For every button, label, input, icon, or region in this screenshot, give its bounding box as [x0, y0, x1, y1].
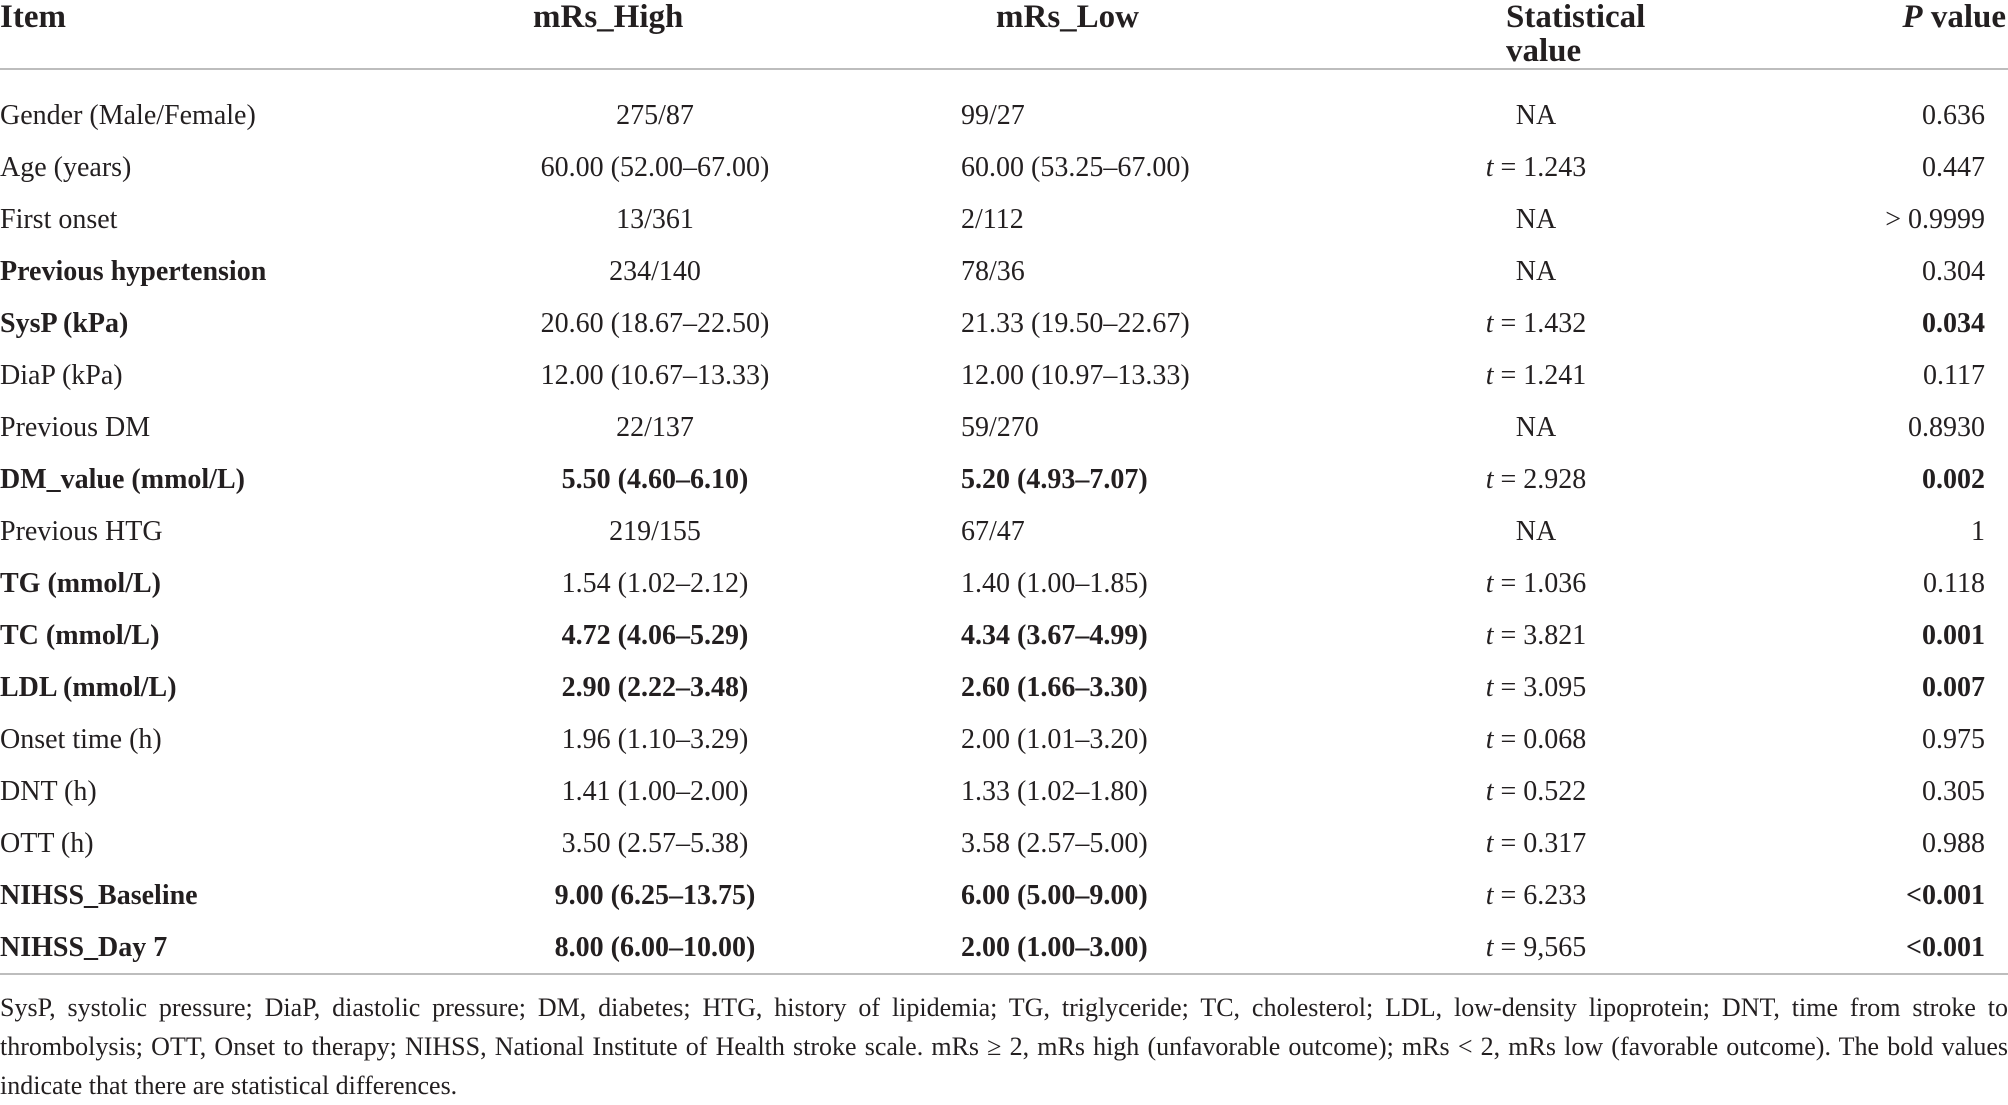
statistic-value: NA [1515, 256, 1557, 287]
cell-mrs-high: 1.96 (1.10–3.29) [561, 724, 749, 755]
table-row [0, 922, 2008, 974]
cell-item: Age (years) [0, 152, 132, 183]
cell-item: NIHSS_Day 7 [0, 932, 168, 963]
statistic-value: NA [1515, 204, 1557, 235]
cell-statistical-value [1386, 558, 1686, 610]
cell-mrs-low: 1.33 (1.02–1.80) [961, 776, 1148, 807]
cell-statistical-value [1386, 714, 1686, 766]
statistic-value: = 1.432 [1493, 308, 1587, 339]
cell-statistical-value [1386, 766, 1686, 818]
statistic-symbol: t [1485, 620, 1494, 651]
cell-item: Previous hypertension [0, 256, 267, 287]
statistic-symbol: t [1485, 776, 1494, 807]
header-mrs-low: mRs_Low [770, 0, 1386, 69]
cell-statistical-value [1386, 69, 1686, 142]
statistical-value-text [1386, 610, 1686, 662]
statistic-value: = 1.036 [1493, 568, 1587, 599]
cell-mrs-low: 78/36 [961, 256, 1025, 287]
cell-p-value: 0.975 [1922, 724, 1985, 755]
cell-p-value: 0.002 [1922, 464, 1985, 495]
statistical-value-text [1386, 558, 1686, 610]
statistic-value: = 0.522 [1493, 776, 1587, 807]
cell-statistical-value [1386, 246, 1686, 298]
statistic-symbol: t [1485, 672, 1494, 703]
statistical-value-text [1386, 818, 1686, 870]
cell-mrs-high: 22/137 [616, 412, 694, 443]
cell-statistical-value [1386, 818, 1686, 870]
cell-statistical-value [1386, 402, 1686, 454]
cell-p-value: > 0.9999 [1885, 204, 1985, 235]
cell-mrs-high: 12.00 (10.67–13.33) [540, 360, 770, 391]
cell-mrs-high: 3.50 (2.57–5.38) [561, 828, 749, 859]
cell-item: NIHSS_Baseline [0, 880, 198, 911]
cell-mrs-low: 3.58 (2.57–5.00) [961, 828, 1148, 859]
statistic-value: NA [1515, 412, 1557, 443]
cell-item: DM_value (mmol/L) [0, 464, 245, 495]
header-p-letter: P [1902, 0, 1923, 35]
cell-statistical-value [1386, 454, 1686, 506]
cell-mrs-low: 2/112 [961, 204, 1024, 235]
statistical-value-text [1386, 922, 1686, 974]
table-row [0, 610, 2008, 662]
header-p-value [1686, 0, 2008, 69]
statistic-symbol: t [1485, 828, 1494, 859]
cell-item: TC (mmol/L) [0, 620, 160, 651]
table-row [0, 298, 2008, 350]
cell-mrs-high: 60.00 (52.00–67.00) [540, 152, 770, 183]
statistic-value: = 1.241 [1493, 360, 1587, 391]
cell-mrs-low: 21.33 (19.50–22.67) [961, 308, 1190, 339]
statistic-value: = 0.068 [1493, 724, 1587, 755]
statistical-value-text [1386, 506, 1686, 558]
cell-mrs-high: 1.54 (1.02–2.12) [561, 568, 749, 599]
header-statistical-value: Statistical value [1386, 0, 1686, 69]
cell-statistical-value [1386, 922, 1686, 974]
cell-mrs-low: 2.60 (1.66–3.30) [961, 672, 1148, 703]
cell-statistical-value [1386, 194, 1686, 246]
cell-item: Onset time (h) [0, 724, 162, 755]
statistic-symbol: t [1485, 152, 1494, 183]
header-item: Item [0, 0, 470, 69]
statistical-value-text [1386, 142, 1686, 194]
cell-mrs-low: 99/27 [961, 100, 1025, 131]
cell-p-value: 0.447 [1922, 152, 1985, 183]
table-header-row [0, 0, 2008, 69]
cell-statistical-value [1386, 610, 1686, 662]
cell-statistical-value [1386, 870, 1686, 922]
cell-statistical-value [1386, 350, 1686, 402]
cell-statistical-value [1386, 506, 1686, 558]
statistic-value: = 2.928 [1493, 464, 1587, 495]
cell-mrs-high: 2.90 (2.22–3.48) [561, 672, 749, 703]
table-row [0, 714, 2008, 766]
cell-p-value: 0.8930 [1908, 412, 1985, 443]
table-row [0, 870, 2008, 922]
cell-mrs-low: 67/47 [961, 516, 1025, 547]
statistic-value: NA [1515, 516, 1557, 547]
header-p-suffix: value [1922, 0, 2006, 35]
cell-mrs-high: 275/87 [616, 100, 694, 131]
cell-mrs-high: 13/361 [616, 204, 694, 235]
cell-statistical-value [1386, 142, 1686, 194]
cell-item: Previous HTG [0, 516, 163, 547]
cell-item: Gender (Male/Female) [0, 100, 256, 131]
statistic-value: = 6.233 [1493, 880, 1587, 911]
statistical-value-text [1386, 194, 1686, 246]
cell-mrs-low: 6.00 (5.00–9.00) [961, 880, 1148, 911]
statistical-value-text [1386, 246, 1686, 298]
cell-p-value: 0.001 [1922, 620, 1985, 651]
cell-mrs-low: 1.40 (1.00–1.85) [961, 568, 1148, 599]
cell-statistical-value [1386, 298, 1686, 350]
table-row [0, 766, 2008, 818]
table-row [0, 818, 2008, 870]
cell-item: OTT (h) [0, 828, 94, 859]
table-row [0, 662, 2008, 714]
cell-p-value: 1 [1971, 516, 1985, 547]
cell-p-value: 0.636 [1922, 100, 1985, 131]
statistic-value: NA [1515, 100, 1557, 131]
cell-item: First onset [0, 204, 118, 235]
cell-statistical-value [1386, 662, 1686, 714]
statistic-symbol: t [1485, 360, 1494, 391]
statistic-value: = 3.095 [1493, 672, 1587, 703]
cell-p-value: 0.304 [1922, 256, 1985, 287]
statistical-value-text [1386, 766, 1686, 818]
cell-mrs-low: 12.00 (10.97–13.33) [961, 360, 1190, 391]
cell-item: SysP (kPa) [0, 308, 129, 339]
table-row [0, 506, 2008, 558]
table-body [0, 69, 2008, 974]
cell-mrs-low: 5.20 (4.93–7.07) [961, 464, 1148, 495]
cell-p-value: 0.034 [1922, 308, 1985, 339]
table-row [0, 246, 2008, 298]
header-mrs-high: mRs_High [470, 0, 770, 69]
cell-item: LDL (mmol/L) [0, 672, 177, 703]
statistical-value-text [1386, 662, 1686, 714]
statistic-value: = 0.317 [1493, 828, 1587, 859]
cell-item: DiaP (kPa) [0, 360, 123, 391]
cell-p-value: 0.117 [1923, 360, 1985, 391]
cell-mrs-low: 2.00 (1.00–3.00) [961, 932, 1148, 963]
cell-p-value: 0.007 [1922, 672, 1985, 703]
cell-p-value: 0.305 [1922, 776, 1985, 807]
statistic-value: = 9,565 [1493, 932, 1587, 963]
cell-mrs-low: 59/270 [961, 412, 1039, 443]
statistical-value-text [1386, 402, 1686, 454]
table-row [0, 69, 2008, 142]
cell-mrs-high: 1.41 (1.00–2.00) [561, 776, 749, 807]
cell-p-value: <0.001 [1906, 932, 1985, 963]
table-row [0, 350, 2008, 402]
cell-item: Previous DM [0, 412, 151, 443]
cell-item: DNT (h) [0, 776, 97, 807]
statistic-symbol: t [1485, 464, 1494, 495]
statistical-value-text [1386, 90, 1686, 142]
table-row [0, 558, 2008, 610]
statistical-value-text [1386, 454, 1686, 506]
statistic-symbol: t [1485, 932, 1494, 963]
statistic-symbol: t [1485, 724, 1494, 755]
cell-mrs-high: 4.72 (4.06–5.29) [561, 620, 749, 651]
statistic-symbol: t [1485, 308, 1494, 339]
cell-mrs-low: 60.00 (53.25–67.00) [961, 152, 1190, 183]
cell-p-value: 0.118 [1923, 568, 1985, 599]
statistic-symbol: t [1485, 880, 1494, 911]
table-footnote: SysP, systolic pressure; DiaP, diastolic pressure; DM, diabetes; HTG, history of lipidemia; TG, triglyceride; TC, cholesterol; LDL, low-density lipoprotein; DNT, time from stroke to thrombolysis; OTT, Onset to therapy; NIHSS, National Institute of Health stroke scale. mRs ≥ 2, mRs high (unfavorable outcome); mRs < 2, mRs low (favorable outcome). The bold values indicate that there are statistical differences. [0, 993, 2008, 1100]
cell-mrs-high: 5.50 (4.60–6.10) [561, 464, 749, 495]
table-row [0, 402, 2008, 454]
table-row [0, 454, 2008, 506]
cell-mrs-low: 2.00 (1.01–3.20) [961, 724, 1148, 755]
cell-mrs-high: 219/155 [609, 516, 701, 547]
statistic-symbol: t [1485, 568, 1494, 599]
cell-item: TG (mmol/L) [0, 568, 161, 599]
statistic-value: = 3.821 [1493, 620, 1587, 651]
cell-mrs-low: 4.34 (3.67–4.99) [961, 620, 1148, 651]
statistical-value-text [1386, 298, 1686, 350]
cell-p-value: <0.001 [1906, 880, 1985, 911]
statistical-value-text [1386, 714, 1686, 766]
statistic-value: = 1.243 [1493, 152, 1587, 183]
statistical-value-text [1386, 870, 1686, 922]
cell-mrs-high: 9.00 (6.25–13.75) [554, 880, 756, 911]
cell-mrs-high: 234/140 [609, 256, 701, 287]
table-row [0, 142, 2008, 194]
table-row [0, 194, 2008, 246]
cell-p-value: 0.988 [1922, 828, 1985, 859]
table-bottom-rule [0, 973, 2008, 975]
cell-mrs-high: 8.00 (6.00–10.00) [554, 932, 756, 963]
statistical-value-text [1386, 350, 1686, 402]
cell-mrs-high: 20.60 (18.67–22.50) [540, 308, 770, 339]
